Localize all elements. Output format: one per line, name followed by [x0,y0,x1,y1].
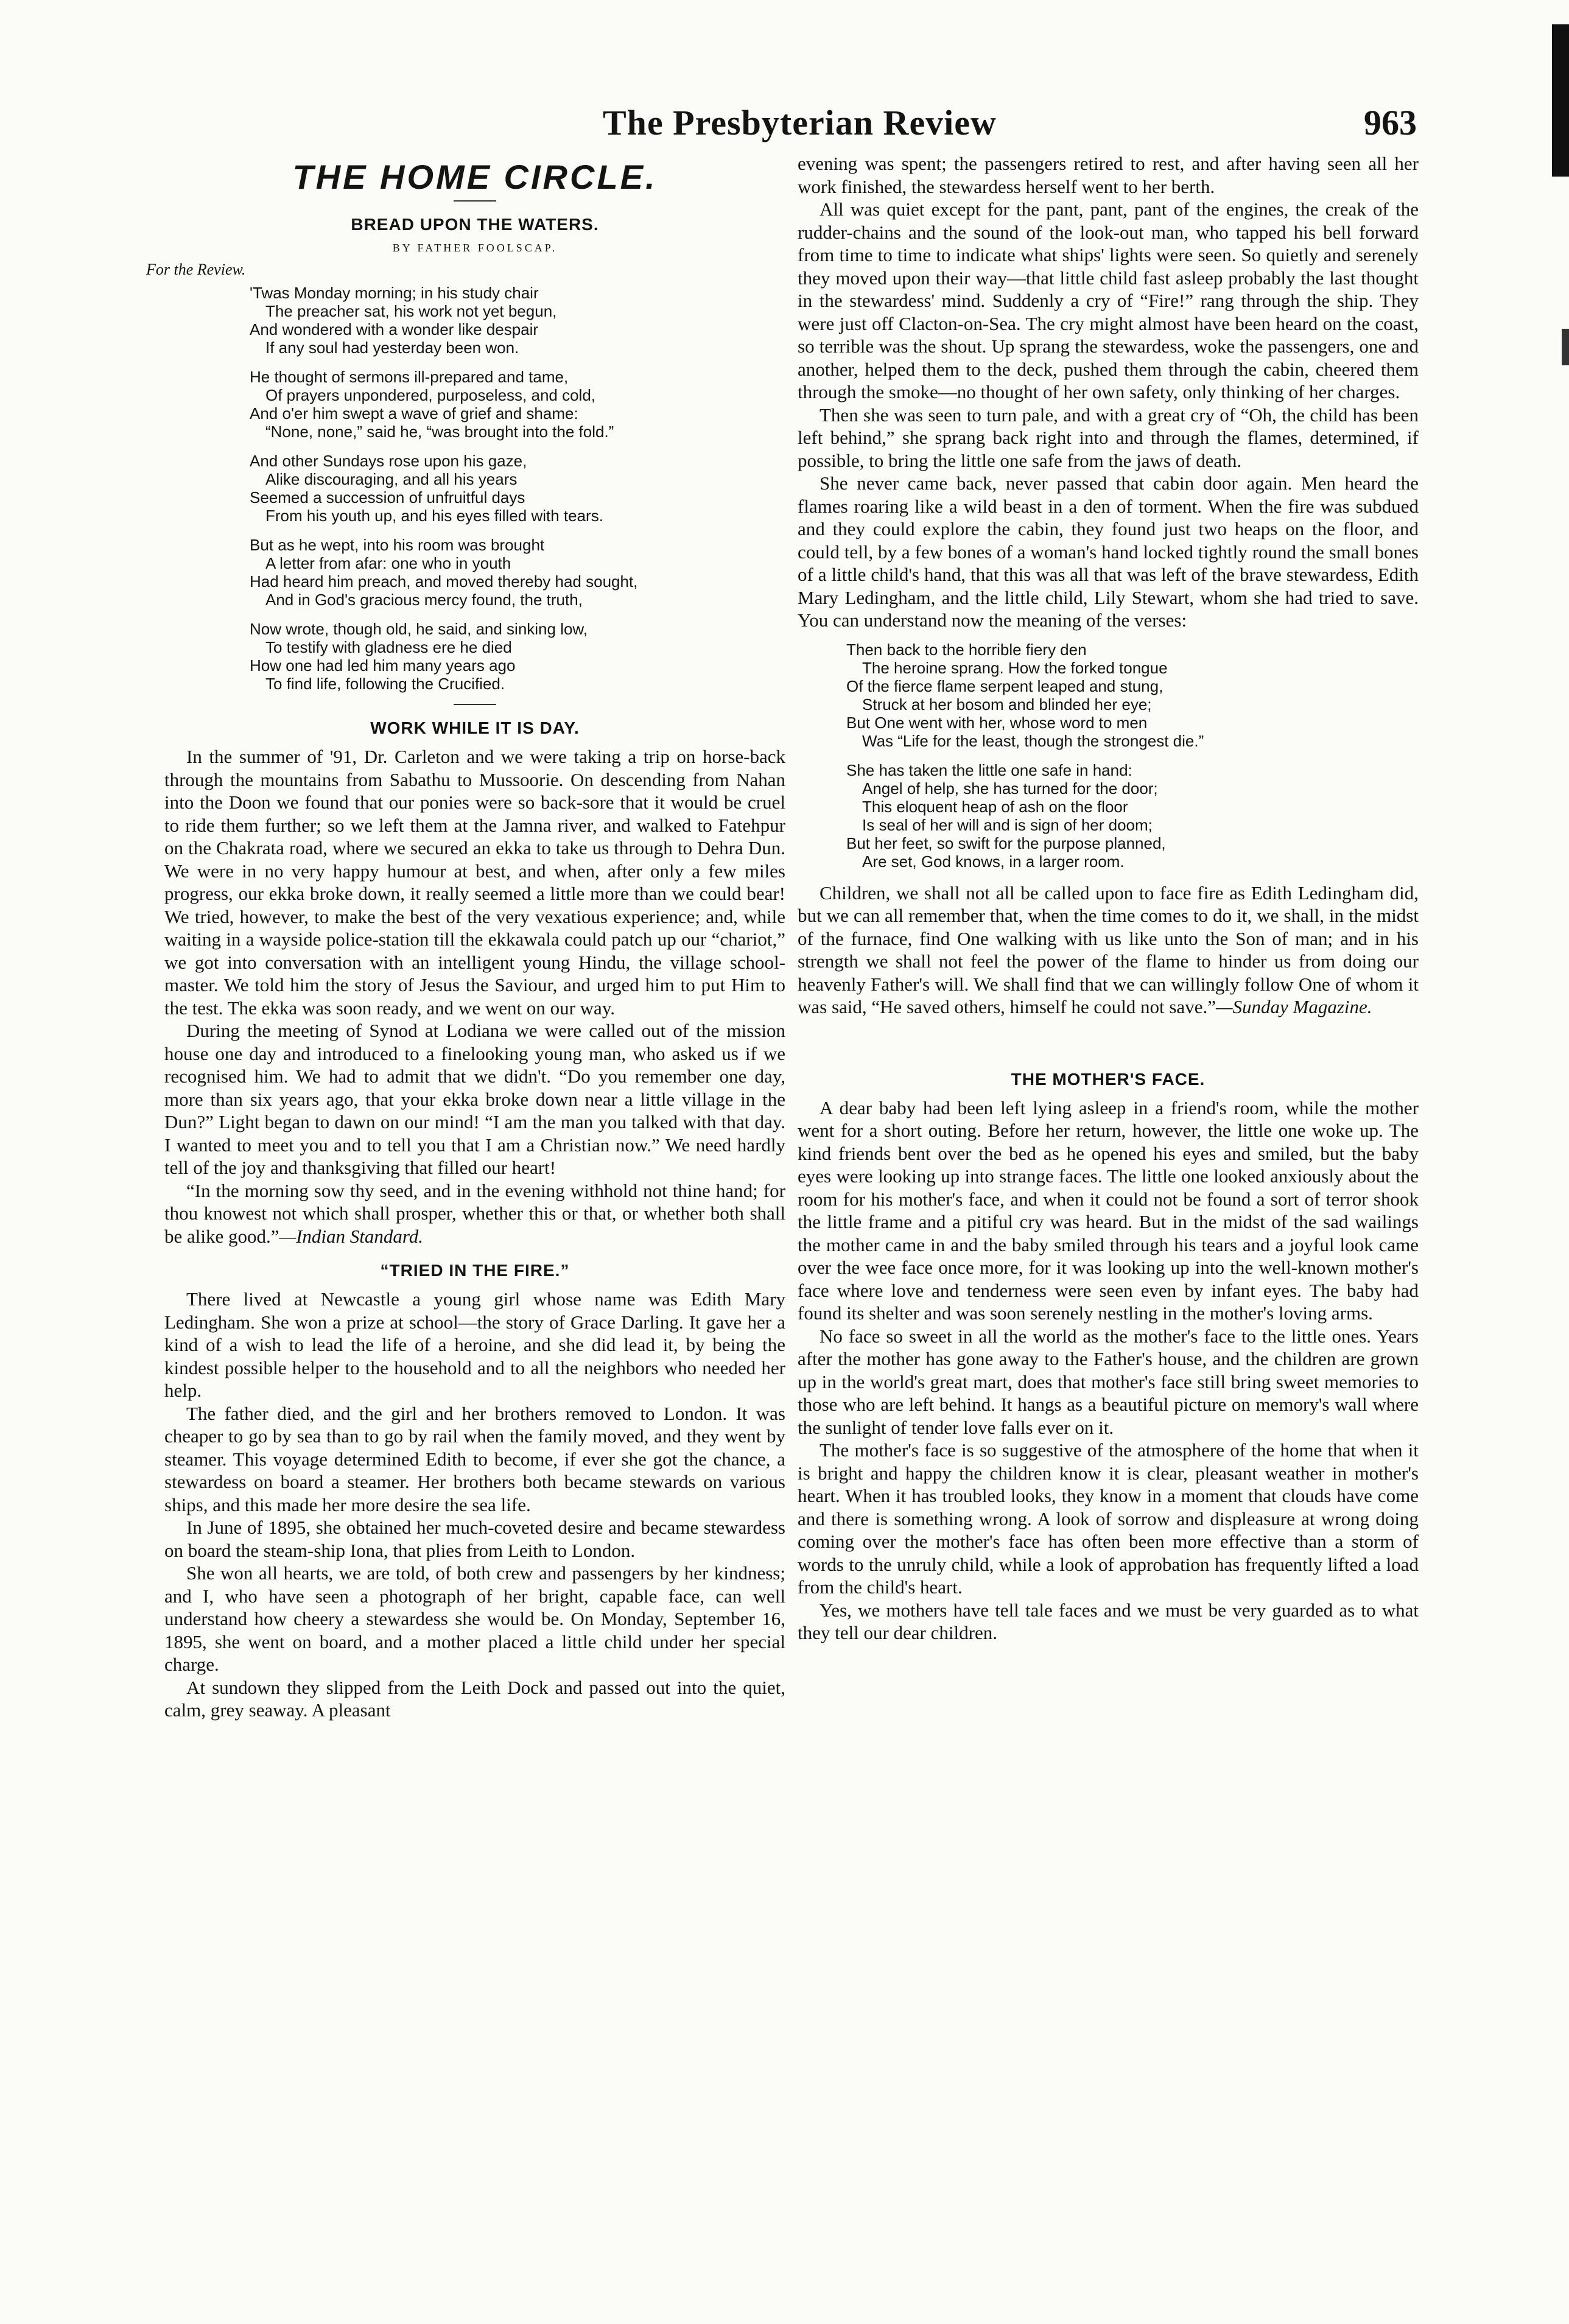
article-bread-upon-the-waters [146,215,785,705]
section-heading-home-circle: THE HOME CIRCLE. [292,158,658,196]
poem-line: Struck at her bosom and blinded her eye; [862,695,1152,714]
poem-line: Of prayers unpondered, purposeless, and cold, [265,386,596,404]
poem-line: He thought of sermons ill-prepared and tame, [250,368,569,386]
poem-line: Had heard him preach, and moved thereby had sought, [250,572,638,591]
poem-stanza [250,536,785,609]
right-column [798,152,1419,1645]
page-number: 963 [1364,103,1417,142]
article-paragraph: Then she was seen to turn pale, and with a great cry of “Oh, the child has been left behind,” she sprang back right into and through the flames, determined, if possible, to bring the little one safe from the jaws of death. [798,404,1419,471]
poem-line: And o'er him swept a wave of grief and shame: [250,404,578,423]
poem-line: Of the fierce flame serpent leaped and stung, [846,676,1164,695]
article-tried-in-the-fire [164,1261,785,1722]
scripture-quote: “In the morning sow thy seed, and in the evening withhold not thine hand; for thou knowest not which shall prosper, whether this or that, or whether both shall be alike good.” [164,1179,785,1247]
article-paragraph: evening was spent; the passengers retired to rest, and after having seen all her work finished, the stewardess herself went to her berth. [798,153,1419,197]
poem-stanza [250,620,785,693]
poem-stanza [250,368,785,441]
title-divider [454,200,496,202]
poem-line: And other Sundays rose upon his gaze, [250,452,527,470]
article-title: “TRIED IN THE FIRE.” [380,1261,570,1280]
poem-stanza [846,641,1419,750]
article-paragraph [798,882,1419,1019]
journal-title: The Presbyterian Review [603,103,997,142]
poem-line: Seemed a succession of unfruitful days [250,488,525,507]
article-paragraph: In June of 1895, she obtained her much-coveted desire and became stewardess on board the steam-ship Iona, that plies from Leith to London. [164,1517,785,1561]
poem-line: Angel of help, she has turned for the door; [862,779,1158,798]
poem-line: A letter from afar: one who in youth [265,554,511,572]
closing-text: Children, we shall not all be called upon to face fire as Edith Ledingham did, but we can all remember that, when the time comes to do it, we shall, in the midst of the furnace, find One walking with us like unto the Son of man; and in his strength we shall not feel the power of the flame to hinder us from doing our heavenly Father's will. We shall find that we can willingly follow One of whom it was said, “He saved others, himself he could not save.” [798,882,1419,1017]
article-title: BREAD UPON THE WATERS. [351,215,599,234]
article-paragraph: In the summer of '91, Dr. Carleton and we were taking a trip on horse-back through the mountains from Sabathu to Mussoorie. On descending from Nahan into the Doon we found that our ponies were so back-sore that it would be cruel to ride them further; so we left them at the Jamna river, and walked to Fatehpur on the Chakrata road, where we secured an ekka to take us through to Dehra Dun. We were in no very happy humour at best, and when, after only a few miles progress, our ekka broke down, it really seemed a little more than we could bear! We tried, however, to make the best of the very vexatious experience; and, while waiting in a wayside police-station till the ekkawala could patch up our “chariot,” we got into conversation with an intelligent young Hindu, the village school-master. We told him the story of Jesus the Saviour, and urged him to put Him to the test. The ekka was soon ready, and we went on our way. [164,746,785,1019]
poem-line: She has taken the little one safe in hand: [846,760,1132,779]
poem-line: Now wrote, though old, he said, and sinking low, [250,620,588,638]
article-paragraph: She never came back, never passed that cabin door again. Men heard the flames roaring like a wild beast in a den of torment. When the fire was subdued and they could explore the cabin, they found just two heaps on the floor, and could tell, by a few bones of a woman's hand locked tightly round the small bones of a little child's hand, that this was all that was left of the brave stewardess, Edith Mary Ledingham, and the little child, Lily Stewart, whom she had tried to save. You can understand now the meaning of the verses: [798,472,1419,631]
poem-line: Is seal of her will and is sign of her doom; [862,815,1153,834]
source-attribution: —Sunday Magazine. [1215,996,1372,1017]
poem-line: 'Twas Monday morning; in his study chair [250,284,539,302]
poem-line: Are set, God knows, in a larger room. [862,852,1125,871]
poem-line: But as he wept, into his room was brought [250,536,545,554]
article-paragraph: The mother's face is so suggestive of the atmosphere of the home that when it is bright and happy the children know it is clear, pleasant weather in mother's heart. When it has troubled looks, they know in a moment that clouds have come and there is something wrong. A look of sorrow and displeasure at wrong doing coming over the mother's face has often been more effective than a storm of words to the unruly child, while a look of approbation has frequently lifted a load from the child's heart. [798,1439,1419,1598]
poem-line: Alike discouraging, and all his years [265,470,518,488]
poem-line: The heroine sprang. How the forked tongue [862,658,1168,677]
poem-line: The preacher sat, his work not yet begun, [265,302,557,320]
page-header [0,102,1569,157]
article-paragraph: The father died, and the girl and her brothers removed to London. It was cheaper to go by sea than to go by rail when the family moved, and they went by steamer. This voyage determined Edith to become, if ever she got the chance, a stewardess on board a steamer. Her brothers both became stewards on various ships, and this made her more desire the sea life. [164,1402,785,1515]
article-paragraph: All was quiet except for the pant, pant, pant of the engines, the creak of the rudder-chains and the sound of the look-out man, who tapped his bell forward from time to time to indicate what ships' lights were seen. So quietly and serenely they moved upon their way—that little child fast asleep probably the last thought in the stewardess' mind. Suddenly a cry of “Fire!” rang through the ship. They were just off Clacton-on-Sea. The cry might almost have been heard on the coast, so terrible was the shout. Up sprang the stewardess, woke the passengers, one and another, helped them to the deck, pushed them through the cabin, cheered them through the smoke—no thought of her own safety, only thinking of her charges. [798,198,1419,402]
review-tag: For the Review. [146,261,246,278]
article-paragraph: No face so sweet in all the world as the mother's face to the little ones. Years after the mother has gone away to the Father's house, and the children are grown up in the world's great mart, does that mother's face still bring sweet memories to those who are left behind. It hangs as a beautiful picture on memory's wall where the sunlight of tender love falls ever on it. [798,1325,1419,1438]
poem-line: How one had led him many years ago [250,656,516,675]
poem-line: “None, none,” said he, “was brought into the fold.” [265,423,614,441]
article-paragraph: During the meeting of Synod at Lodiana we were called out of the mission house one day and introduced to a finelooking young man, who asked us if we recognised him. We had to admit that we didn't. “Do you remember one day, more than six years ago, that your ekka broke down near a little village in the Dun?” Light began to dawn on our mind! “I am the man you talked with that day. I wanted to meet you and to tell you that I am a Christian now.” We need hardly tell of the joy and thanksgiving that filled our heart! [164,1020,785,1178]
poem-line: If any soul had yesterday been won. [265,339,519,357]
poem-line: Was “Life for the least, though the strongest die.” [862,731,1204,750]
article-the-mothers-face [798,1070,1419,1645]
page-edge-mark [1552,24,1569,177]
article-divider [454,704,496,705]
poem-line: And in God's gracious mercy found, the truth, [265,591,583,609]
poem-stanza [250,452,785,525]
poem-stanza [846,761,1419,871]
article-paragraph: A dear baby had been left lying asleep in a friend's room, while the mother went for a short outing. Before her return, however, the little one woke up. The kind friends bent over the bed as he opened his eyes and smiled, but the baby eyes were looking up into strange faces. The little one looked anxiously about the room for his mother's face, and when it could not be found a sort of terror shook the little frame and a pitiful cry was heard. But in the midst of the sad wailings the mother came in and the baby smiled through his tears and a joyful look came over the wee face once more, for it was looking up into the well-known mother's face where love and tenderness were seen even by infant eyes. The baby had found its shelter and was soon serenely nestling in the mother's loving arms. [798,1097,1419,1324]
article-title: THE MOTHER'S FACE. [1011,1069,1206,1089]
left-column [146,152,785,1722]
poem-line: To testify with gladness ere he died [265,638,512,656]
article-paragraph: At sundown they slipped from the Leith Dock and passed out into the quiet, calm, grey seaway. A pleasant [164,1676,785,1721]
poem-line: From his youth up, and his eyes filled with tears. [265,507,603,525]
article-title: WORK WHILE IT IS DAY. [370,718,580,737]
column-spacer [798,1019,1419,1056]
poem [250,284,785,693]
page-edge-mark-lower [1562,329,1569,365]
article-paragraph [164,1179,785,1248]
article-paragraph: Yes, we mothers have tell tale faces and we must be very guarded as to what they tell our dear children. [798,1599,1419,1643]
verses [846,641,1419,871]
poem-line: Then back to the horrible fiery den [846,640,1087,659]
poem-line: And wondered with a wonder like despair [250,320,539,339]
source-attribution: —Indian Standard. [279,1225,424,1247]
article-paragraph: There lived at Newcastle a young girl whose name was Edith Mary Ledingham. She won a prize at school—the story of Grace Darling. It gave her a kind of a wish to lead the life of a heroine, and she did lead it, by being the kindest possible helper to the household and to all the neighbors who needed her help. [164,1288,785,1401]
poem-line: To find life, following the Crucified. [265,675,505,693]
poem-line: But her feet, so swift for the purpose planned, [846,834,1166,852]
poem-line: This eloquent heap of ash on the floor [862,797,1128,816]
poem-line: But One went with her, whose word to men [846,713,1148,732]
article-paragraph: She won all hearts, we are told, of both crew and passengers by her kindness; and I, who have seen a photograph of her bright, capable face, can well understand how cheery a stewardess she would be. On Monday, September 16, 1895, she went on board, and a mother placed a little child under her special charge. [164,1562,785,1675]
article-work-while-it-is-day [164,718,785,1248]
poem-stanza [250,284,785,357]
article-byline: BY FATHER FOOLSCAP. [392,242,558,254]
